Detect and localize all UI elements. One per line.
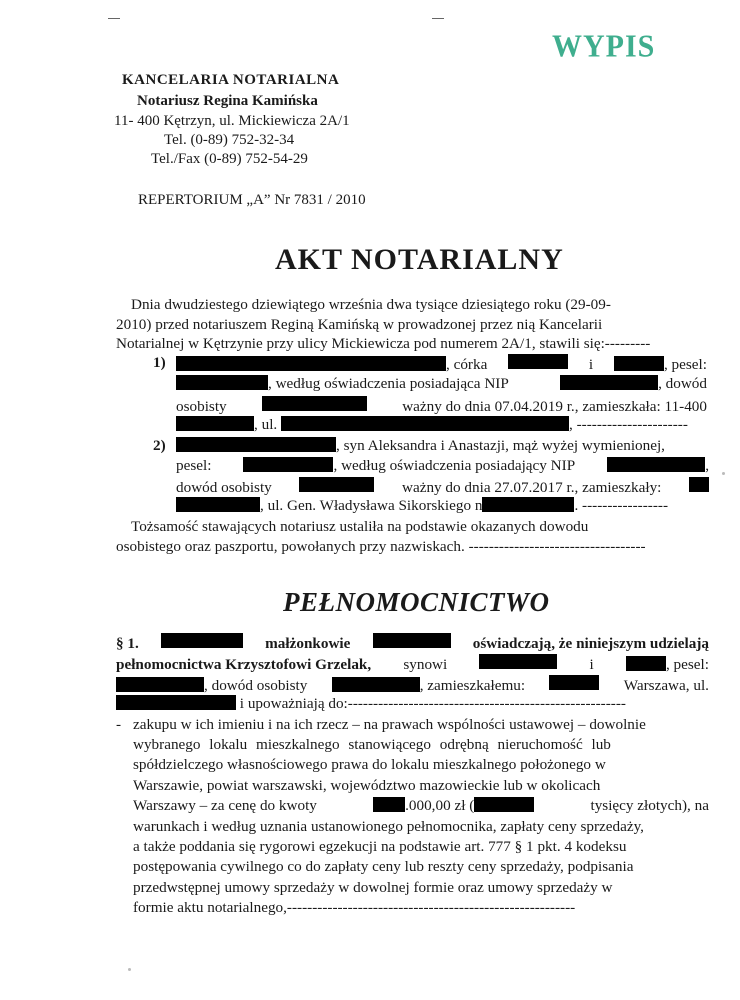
section-1-line-2: pełnomocnictwa Krzysztofowi Grzelak, synowi i , pesel:: [116, 656, 709, 673]
party-2-number: 2): [153, 437, 166, 454]
scan-speck: [722, 472, 725, 475]
wypis-stamp: WYPIS: [552, 29, 656, 64]
item-line-6: warunkach i według uznania ustanowionego pełnomocnika, zapłaty ceny sprzedaży,: [133, 818, 644, 835]
item-line-2: wybranego lokalu mieszkalnego stanowiącego odrębną nieruchomość lub: [133, 736, 611, 753]
item-line-7: a także poddania się rygorowi egzekucji na podstawie art. 777 § 1 pkt. 4 kodeksu: [133, 838, 627, 855]
party-2-line-4: , ul. Gen. Władysława Sikorskiego n . -----------------: [176, 497, 668, 515]
section-1-line-4: i upoważniają do:-------------------------------------------------------: [116, 695, 626, 713]
redaction: [299, 477, 374, 492]
redaction: [479, 654, 557, 669]
redaction: [332, 677, 420, 692]
notary-name: Notariusz Regina Kamińska: [137, 93, 318, 109]
intro-line-3: Notarialnej w Kętrzynie przy ulicy Mickiewicza pod numerem 2A/1, stawili się:---------: [116, 335, 651, 352]
office-name: KANCELARIA NOTARIALNA: [122, 72, 340, 88]
item-line-5: Warszawy – za cenę do kwoty .000,00 zł ( tysięcy złotych), na: [133, 797, 709, 814]
party-1-number: 1): [153, 354, 166, 371]
intro-line-2: 2010) przed notariuszem Reginą Kamińską w prowadzonej przez nią Kancelarii: [116, 316, 603, 333]
party-2-line-2: pesel: , według oświadczenia posiadający NIP ,: [176, 457, 709, 474]
item-line-9: przedwstępnej umowy sprzedaży w dowolnej formie oraz umowy sprzedaży w: [133, 879, 613, 896]
redaction: [116, 677, 204, 692]
redaction: [549, 675, 599, 690]
redaction: [508, 354, 568, 369]
identity-line-1: Tożsamość stawających notariusz ustaliła na podstawie okazanych dowodu: [131, 518, 589, 535]
redaction: [176, 356, 446, 371]
redaction: [176, 375, 268, 390]
repertorium-number: REPERTORIUM „A” Nr 7831 / 2010: [138, 192, 366, 208]
party-1-line-1: , córka i , pesel:: [176, 354, 707, 374]
redaction: [689, 477, 709, 492]
office-fax: Tel./Fax (0-89) 752-54-29: [151, 151, 308, 167]
redaction: [262, 396, 367, 411]
item-line-3: spółdzielczego własnościowego prawa do lokalu mieszkalnego położonego w: [133, 756, 606, 773]
item-line-10: formie aktu notarialnego,---------------------------------------------------------: [133, 899, 576, 916]
item-line-1: zakupu w ich imieniu i na ich rzecz – na prawach wspólności ustawowej – dowolnie: [133, 716, 646, 733]
office-address: 11- 400 Kętrzyn, ul. Mickiewicza 2A/1: [114, 113, 350, 129]
item-line-8: postępowania cywilnego co do zapłaty ceny lub reszty ceny sprzedaży, podpisania: [133, 858, 634, 875]
intro-line-1: Dnia dwudziestego dziewiątego września dwa tysiące dziesiątego roku (29-09-: [131, 296, 611, 313]
scan-speck: [128, 968, 131, 971]
redaction: [161, 633, 243, 648]
redaction: [176, 497, 260, 512]
section-1-line-3: , dowód osobisty , zamieszkałemu: Warszawa, ul.: [116, 675, 709, 695]
party-2-line-1: , syn Aleksandra i Anastazji, mąż wyżej wymienionej,: [176, 437, 665, 455]
redaction: [281, 416, 569, 431]
redaction: [176, 416, 254, 431]
document-title: AKT NOTARIALNY: [275, 243, 564, 276]
party-2-line-3: dowód osobisty ważny do dnia 27.07.2017 r., zamieszkały:: [176, 477, 709, 497]
section-title: PEŁNOMOCNICTWO: [283, 587, 550, 617]
redaction: [243, 457, 333, 472]
item-line-4: Warszawie, powiat warszawski, województwo mazowieckie lub w okolicach: [133, 777, 601, 794]
redaction: [116, 695, 236, 710]
edge-mark: [432, 18, 444, 19]
redaction: [560, 375, 658, 390]
item-bullet: -: [116, 716, 122, 733]
redaction: [626, 656, 666, 671]
redaction: [176, 437, 336, 452]
office-tel: Tel. (0-89) 752-32-34: [164, 132, 295, 148]
redaction: [474, 797, 534, 812]
redaction: [373, 797, 405, 812]
identity-line-2: osobistego oraz paszportu, powołanych przy nazwiskach. -----------------------------------: [116, 538, 646, 555]
party-1-line-4: , ul. , ----------------------: [176, 416, 688, 434]
party-1-line-2: , według oświadczenia posiadająca NIP , dowód: [176, 375, 707, 393]
section-1-line-1: § 1. małżonkowie oświadczają, że niniejszym udzielają: [116, 635, 709, 652]
edge-mark: [108, 18, 120, 19]
party-1-line-3: osobisty ważny do dnia 07.04.2019 r., zamieszkała: 11-400: [176, 398, 707, 415]
redaction: [607, 457, 705, 472]
redaction: [373, 633, 451, 648]
redaction: [482, 497, 574, 512]
redaction: [614, 356, 664, 371]
